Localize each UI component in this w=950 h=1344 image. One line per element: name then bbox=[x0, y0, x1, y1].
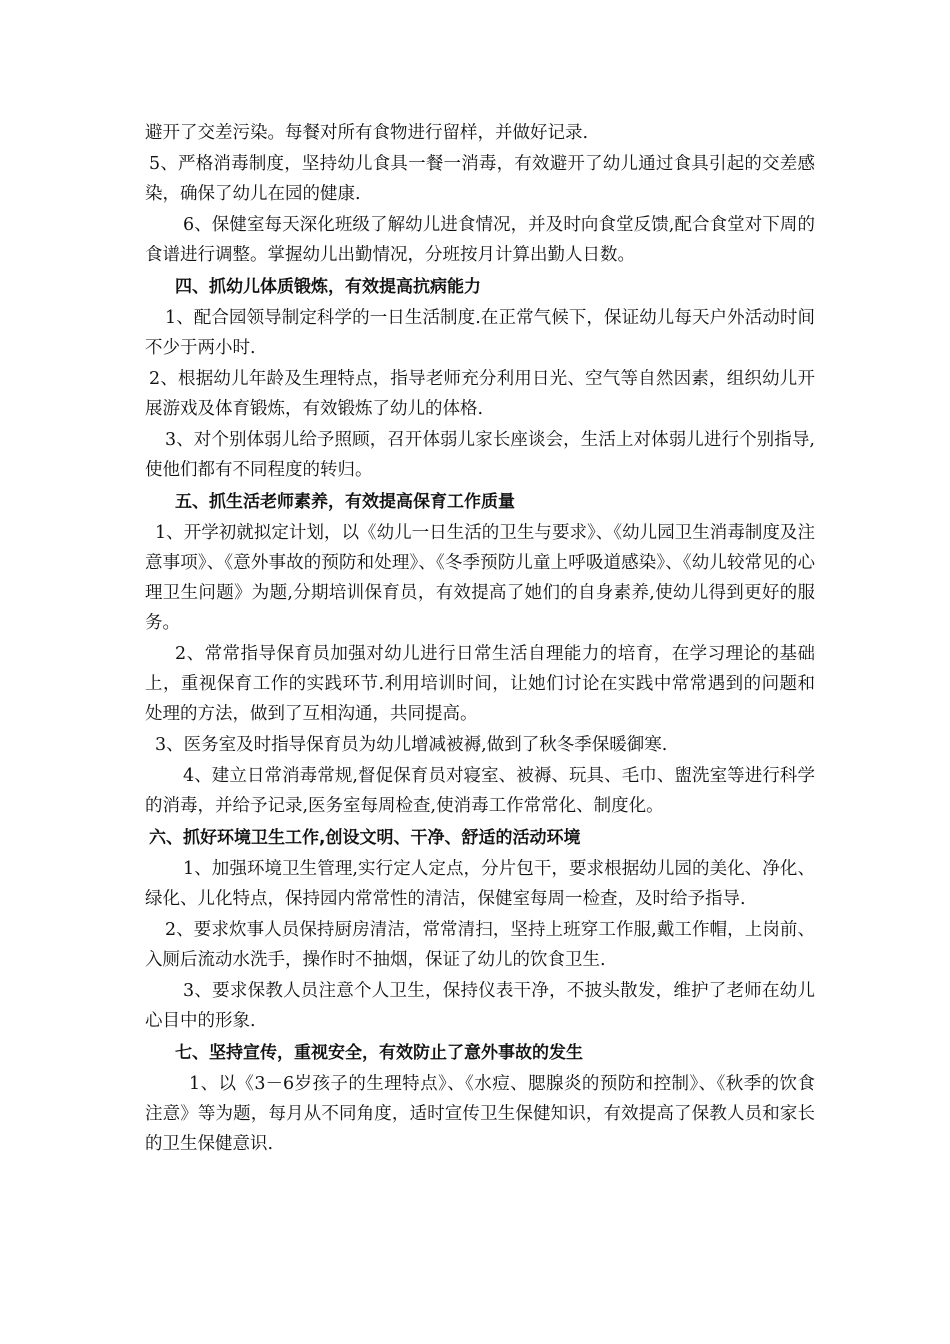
paragraph-s5-item-3: 3、医务室及时指导保育员为幼儿增减被褥,做到了秋冬季保暖御寒. bbox=[155, 735, 668, 755]
paragraph-s6-item-1: 1、加强环境卫生管理,实行定人定点，分片包干，要求根据幼儿园的美化、净化、绿化、儿化特点，保持园内常常性的清洁，保健室每周一检查，及时给予指导. bbox=[145, 859, 815, 909]
paragraph-s5-item-4: 4、建立日常消毒常规,督促保育员对寝室、被褥、玩具、毛巾、盥洗室等进行科学的消毒，并给予记录,医务室每周检查,使消毒工作常常化、制度化。 bbox=[145, 766, 815, 816]
paragraph-s6-item-2: 2、要求炊事人员保持厨房清洁，常常清扫，坚持上班穿工作服,戴工作帽，上岗前、入厕后流动水洗手，操作时不抽烟，保证了幼儿的饮食卫生. bbox=[145, 920, 815, 970]
paragraph-s7-item-1: 1、以《3－6岁孩子的生理特点》、《水痘、腮腺炎的预防和控制》、《秋季的饮食注意》等为题，每月从不同角度，适时宣传卫生保健知识，有效提高了保教人员和家长的卫生保健意识. bbox=[145, 1074, 815, 1154]
paragraph-s4-item-2: 2、根据幼儿年龄及生理特点，指导老师充分利用日光、空气等自然因素，组织幼儿开展游戏及体育锻炼，有效锻炼了幼儿的体格. bbox=[145, 369, 815, 419]
paragraph-item-5-disinfection: 5、严格消毒制度，坚持幼儿食具一餐一消毒，有效避开了幼儿通过食具引起的交差感染，确保了幼儿在园的健康. bbox=[145, 154, 815, 204]
paragraph-s6-item-3: 3、要求保教人员注意个人卫生，保持仪表干净，不披头散发，维护了老师在幼儿心目中的形象. bbox=[145, 981, 815, 1031]
section-heading-5: 五、抓生活老师素养，有效提高保育工作质量 bbox=[175, 492, 515, 512]
paragraph-food-sample: 避开了交差污染。每餐对所有食物进行留样，并做好记录. bbox=[145, 123, 589, 143]
section-heading-7: 七、坚持宣传，重视安全，有效防止了意外事故的发生 bbox=[175, 1043, 583, 1063]
section-heading-6: 六、抓好环境卫生工作,创设文明、干净、舒适的活动环境 bbox=[149, 828, 581, 848]
paragraph-s5-item-2: 2、常常指导保育员加强对幼儿进行日常生活自理能力的培育，在学习理论的基础上，重视保育工作的实践环节.利用培训时间，让她们讨论在实践中常常遇到的问题和处理的方法，做到了互相沟通，共同提高。 bbox=[145, 644, 815, 724]
paragraph-s4-item-3: 3、对个别体弱儿给予照顾，召开体弱儿家长座谈会，生活上对体弱儿进行个别指导,使他们都有不同程度的转归。 bbox=[145, 430, 815, 480]
document-body bbox=[145, 118, 815, 1160]
paragraph-item-6-health-room: 6、保健室每天深化班级了解幼儿进食情况，并及时向食堂反馈,配合食堂对下周的食谱进行调整。掌握幼儿出勤情况，分班按月计算出勤人日数。 bbox=[145, 215, 815, 265]
section-heading-4: 四、抓幼儿体质锻炼，有效提高抗病能力 bbox=[175, 277, 481, 297]
paragraph-s5-item-1: 1、开学初就拟定计划，以《幼儿一日生活的卫生与要求》、《幼儿园卫生消毒制度及注意事项》、《意外事故的预防和处理》、《冬季预防儿童上呼吸道感染》、《幼儿较常见的心理卫生问题》为题,分期培训保育员，有效提高了她们的自身素养,使幼儿得到更好的服务。 bbox=[145, 523, 815, 633]
paragraph-s4-item-1: 1、配合园领导制定科学的一日生活制度.在正常气候下，保证幼儿每天户外活动时间不少于两小时. bbox=[145, 308, 815, 358]
